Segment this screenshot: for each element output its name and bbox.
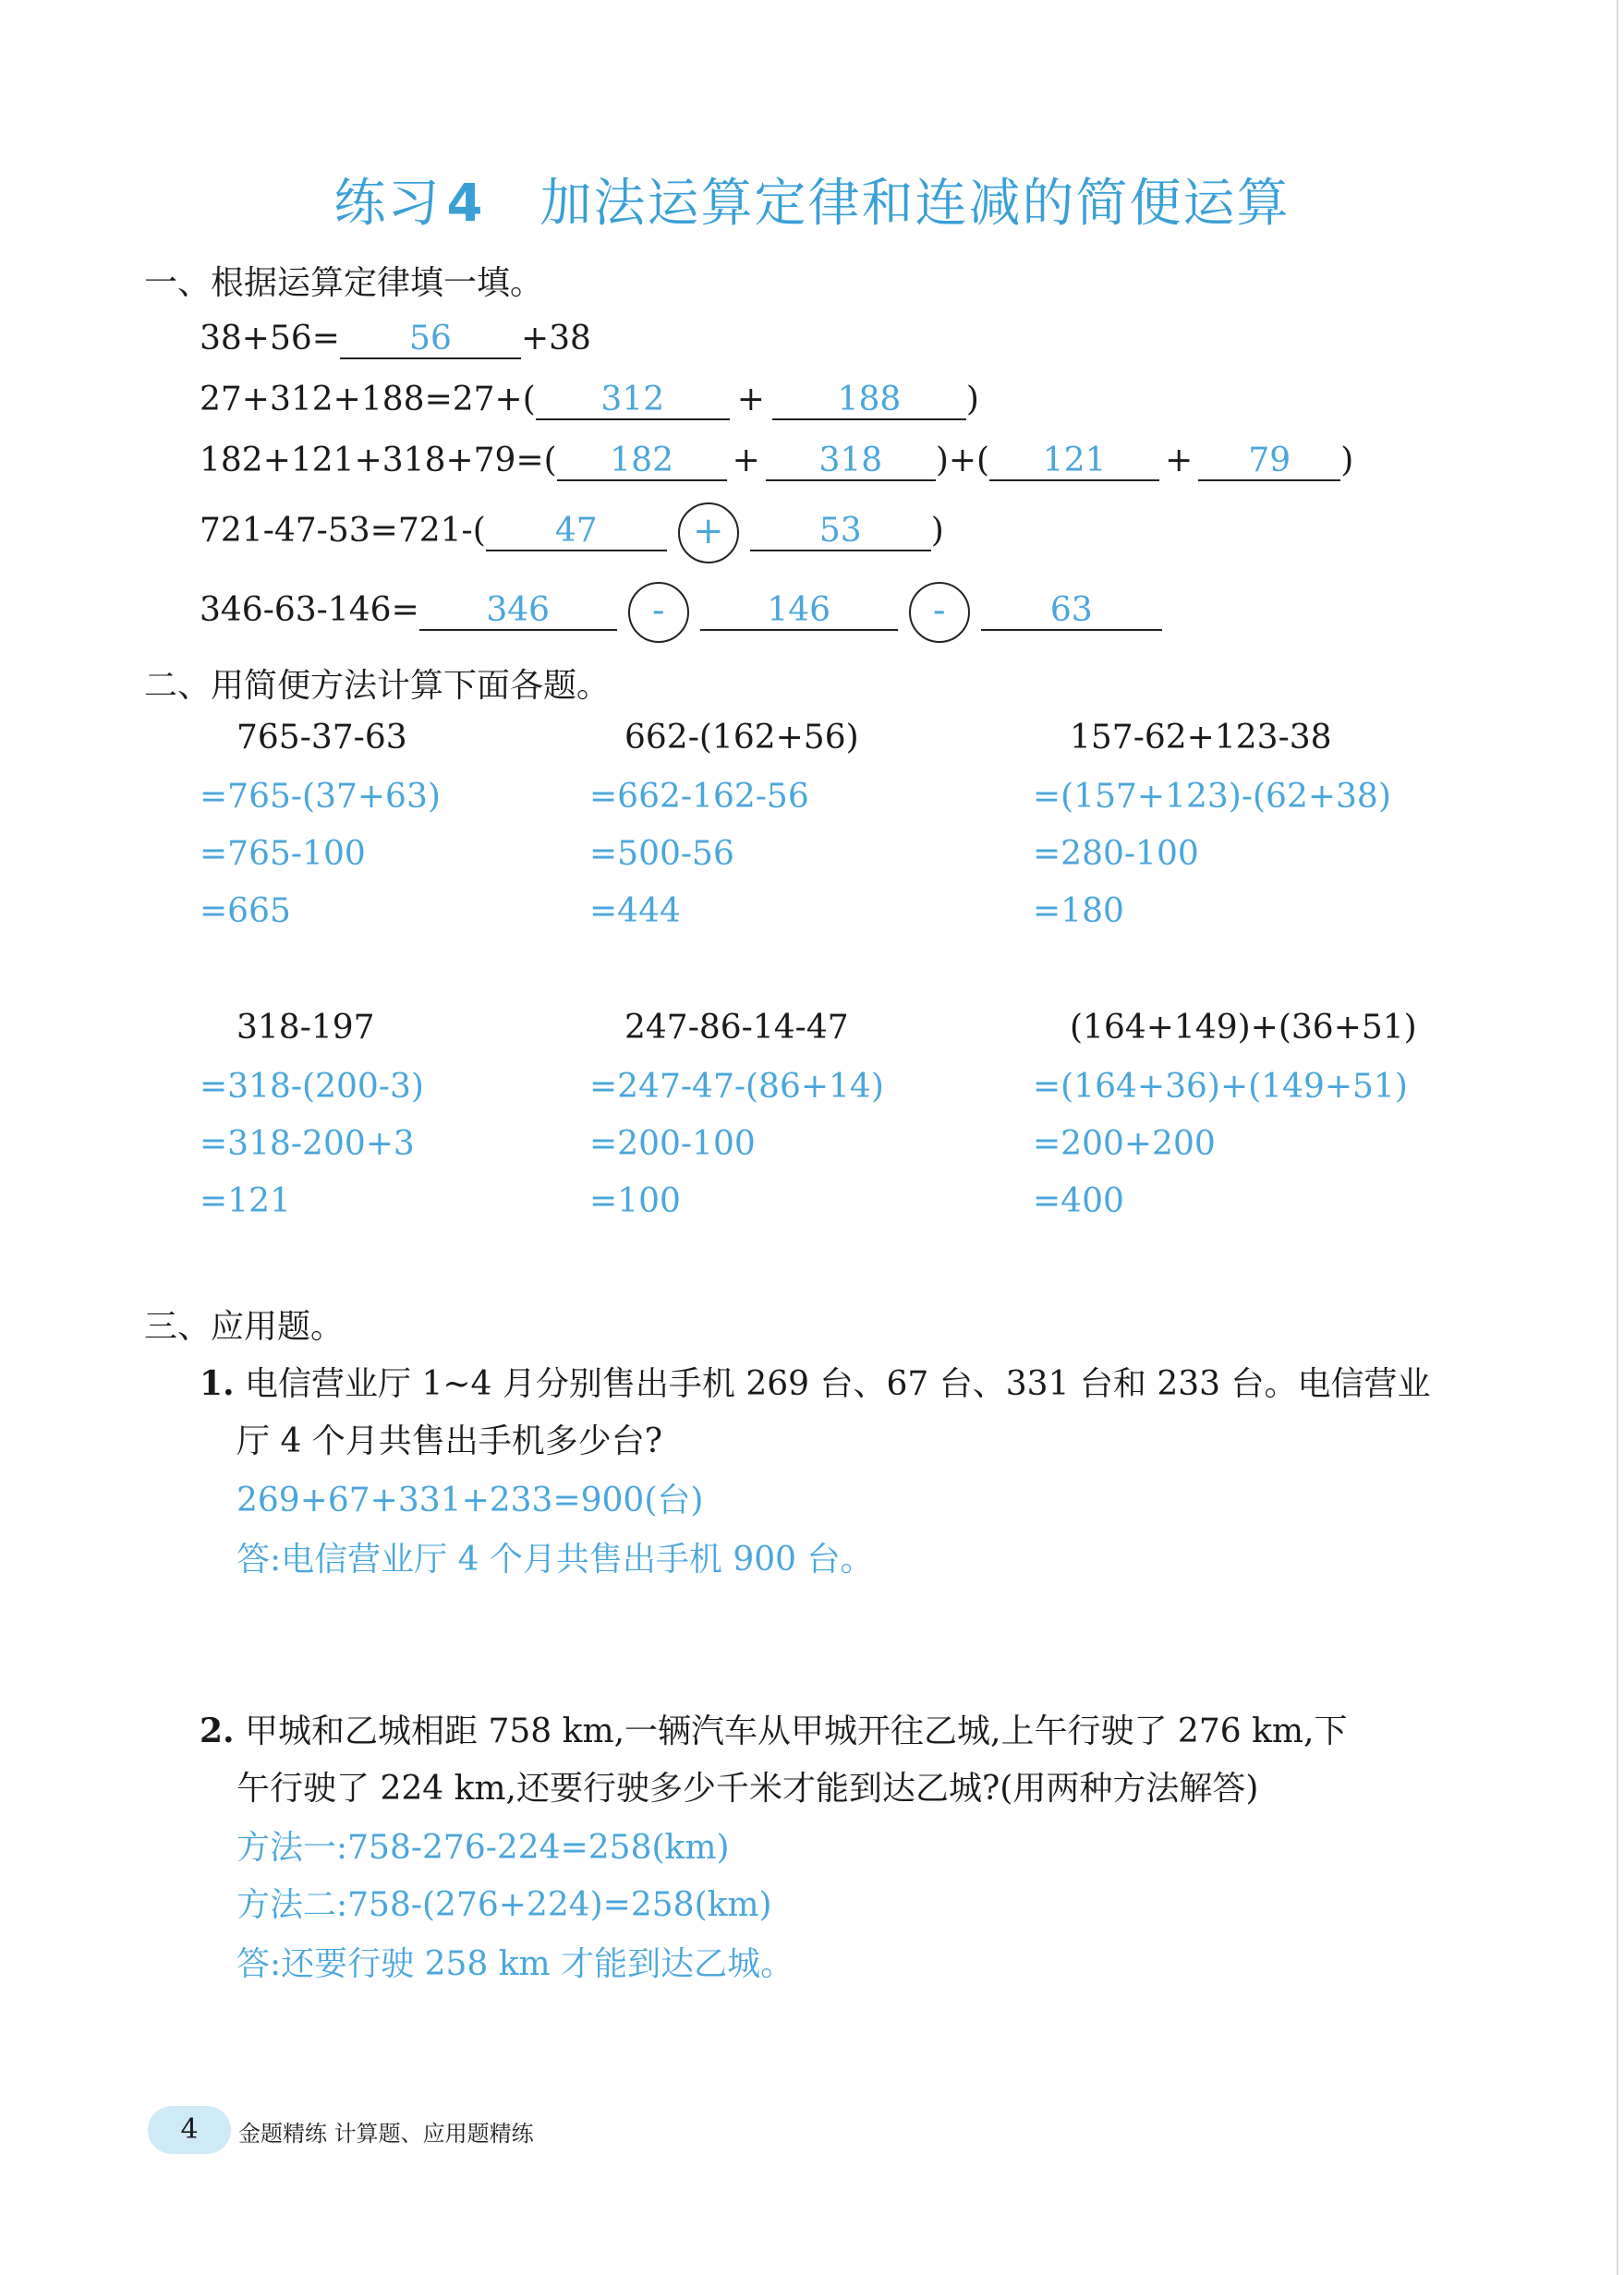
problem-question: 318-197 xyxy=(236,1009,375,1047)
fill-line-4: 721-47-53=721-( 47 + 53 ) xyxy=(200,502,944,563)
answer-blank: 53 xyxy=(750,513,931,551)
question-2-line-1: 2. 甲城和乙城相距 758 km,一辆汽车从甲城开往乙城,上午行驶了 276 km,下 xyxy=(200,1712,1348,1750)
title-number: 4 xyxy=(446,174,485,234)
section3-heading: 三、应用题。 xyxy=(144,1308,345,1346)
problem-step: =121 xyxy=(200,1182,291,1220)
title-prefix: 练习 xyxy=(333,174,442,234)
operator-circle: + xyxy=(678,502,739,563)
answer-blank: 63 xyxy=(981,592,1162,631)
problem-question: 662-(162+56) xyxy=(624,719,859,756)
answer-blank: 56 xyxy=(340,321,521,359)
question-1-answer: 269+67+331+233=900(台) xyxy=(236,1482,704,1519)
problem-step: =665 xyxy=(200,892,291,930)
problem-step: =280-100 xyxy=(1033,835,1199,873)
page-title xyxy=(0,163,1624,236)
question-2-method-2: 方法二:758-(276+224)=258(km) xyxy=(236,1886,772,1924)
question-2-method-1: 方法一:758-276-224=258(km) xyxy=(236,1829,730,1867)
page-edge xyxy=(1617,0,1618,2275)
problem-step: =(164+36)+(149+51) xyxy=(1033,1068,1408,1106)
problem-step: =318-200+3 xyxy=(200,1125,415,1163)
question-number: 1. xyxy=(200,1364,235,1403)
footer-text: 金题精练 计算题、应用题精练 xyxy=(238,2121,534,2147)
title-text: 加法运算定律和连减的简便运算 xyxy=(539,174,1291,234)
fill-line-2: 27+312+188=27+( 312 + 188 ) xyxy=(200,381,979,418)
answer-blank: 188 xyxy=(772,381,966,420)
section2-heading: 二、用简便方法计算下面各题。 xyxy=(144,667,611,705)
answer-blank: 79 xyxy=(1198,442,1340,481)
answer-blank: 146 xyxy=(700,592,898,631)
fill-line-3: 182+121+318+79=( 182 + 318 )+( 121 + 79 ) xyxy=(200,442,1354,479)
answer-blank: 312 xyxy=(536,381,730,420)
question-1-line-1: 1. 电信营业厅 1~4 月分别售出手机 269 台、67 台、331 台和 233 台。电信营业 xyxy=(200,1364,1431,1403)
answer-blank: 182 xyxy=(557,442,727,481)
answer-blank: 318 xyxy=(766,442,936,481)
problem-step: =100 xyxy=(589,1182,681,1220)
problem-step: =662-162-56 xyxy=(589,778,809,816)
page-number-badge: 4 xyxy=(148,2106,231,2154)
problem-step: =(157+123)-(62+38) xyxy=(1033,778,1391,816)
problem-step: =500-56 xyxy=(589,835,734,873)
problem-step: =247-47-(86+14) xyxy=(589,1068,884,1106)
operator-circle: - xyxy=(909,582,970,643)
question-2-conclusion: 答:还要行驶 258 km 才能到达乙城。 xyxy=(236,1945,794,1983)
fill-line-1: 38+56= 56 +38 xyxy=(200,320,591,357)
problem-step: =765-(37+63) xyxy=(200,778,441,816)
answer-blank: 121 xyxy=(989,442,1159,481)
answer-blank: 47 xyxy=(486,513,667,551)
problem-question: 765-37-63 xyxy=(236,719,407,756)
question-number: 2. xyxy=(200,1712,235,1750)
problem-step: =200-100 xyxy=(589,1125,756,1163)
section1-heading: 一、根据运算定律填一填。 xyxy=(144,264,544,302)
question-1-conclusion: 答:电信营业厅 4 个月共售出手机 900 台。 xyxy=(236,1541,874,1579)
problem-step: =318-(200-3) xyxy=(200,1068,424,1106)
problem-step: =180 xyxy=(1033,892,1124,930)
problem-step: =200+200 xyxy=(1033,1125,1216,1163)
answer-blank: 346 xyxy=(419,592,617,631)
problem-step: =444 xyxy=(589,892,681,930)
problem-step: =765-100 xyxy=(200,835,366,873)
question-1-line-2: 厅 4 个月共售出手机多少台? xyxy=(236,1422,663,1460)
operator-circle: - xyxy=(628,582,689,643)
problem-step: =400 xyxy=(1033,1182,1124,1220)
problem-question: 247-86-14-47 xyxy=(624,1009,849,1047)
question-2-line-2: 午行驶了 224 km,还要行驶多少千米才能到达乙城?(用两种方法解答) xyxy=(236,1770,1259,1808)
problem-question: 157-62+123-38 xyxy=(1070,719,1332,756)
problem-question: (164+149)+(36+51) xyxy=(1070,1009,1417,1047)
fill-line-5: 346-63-146= 346 - 146 - 63 xyxy=(200,582,1162,643)
